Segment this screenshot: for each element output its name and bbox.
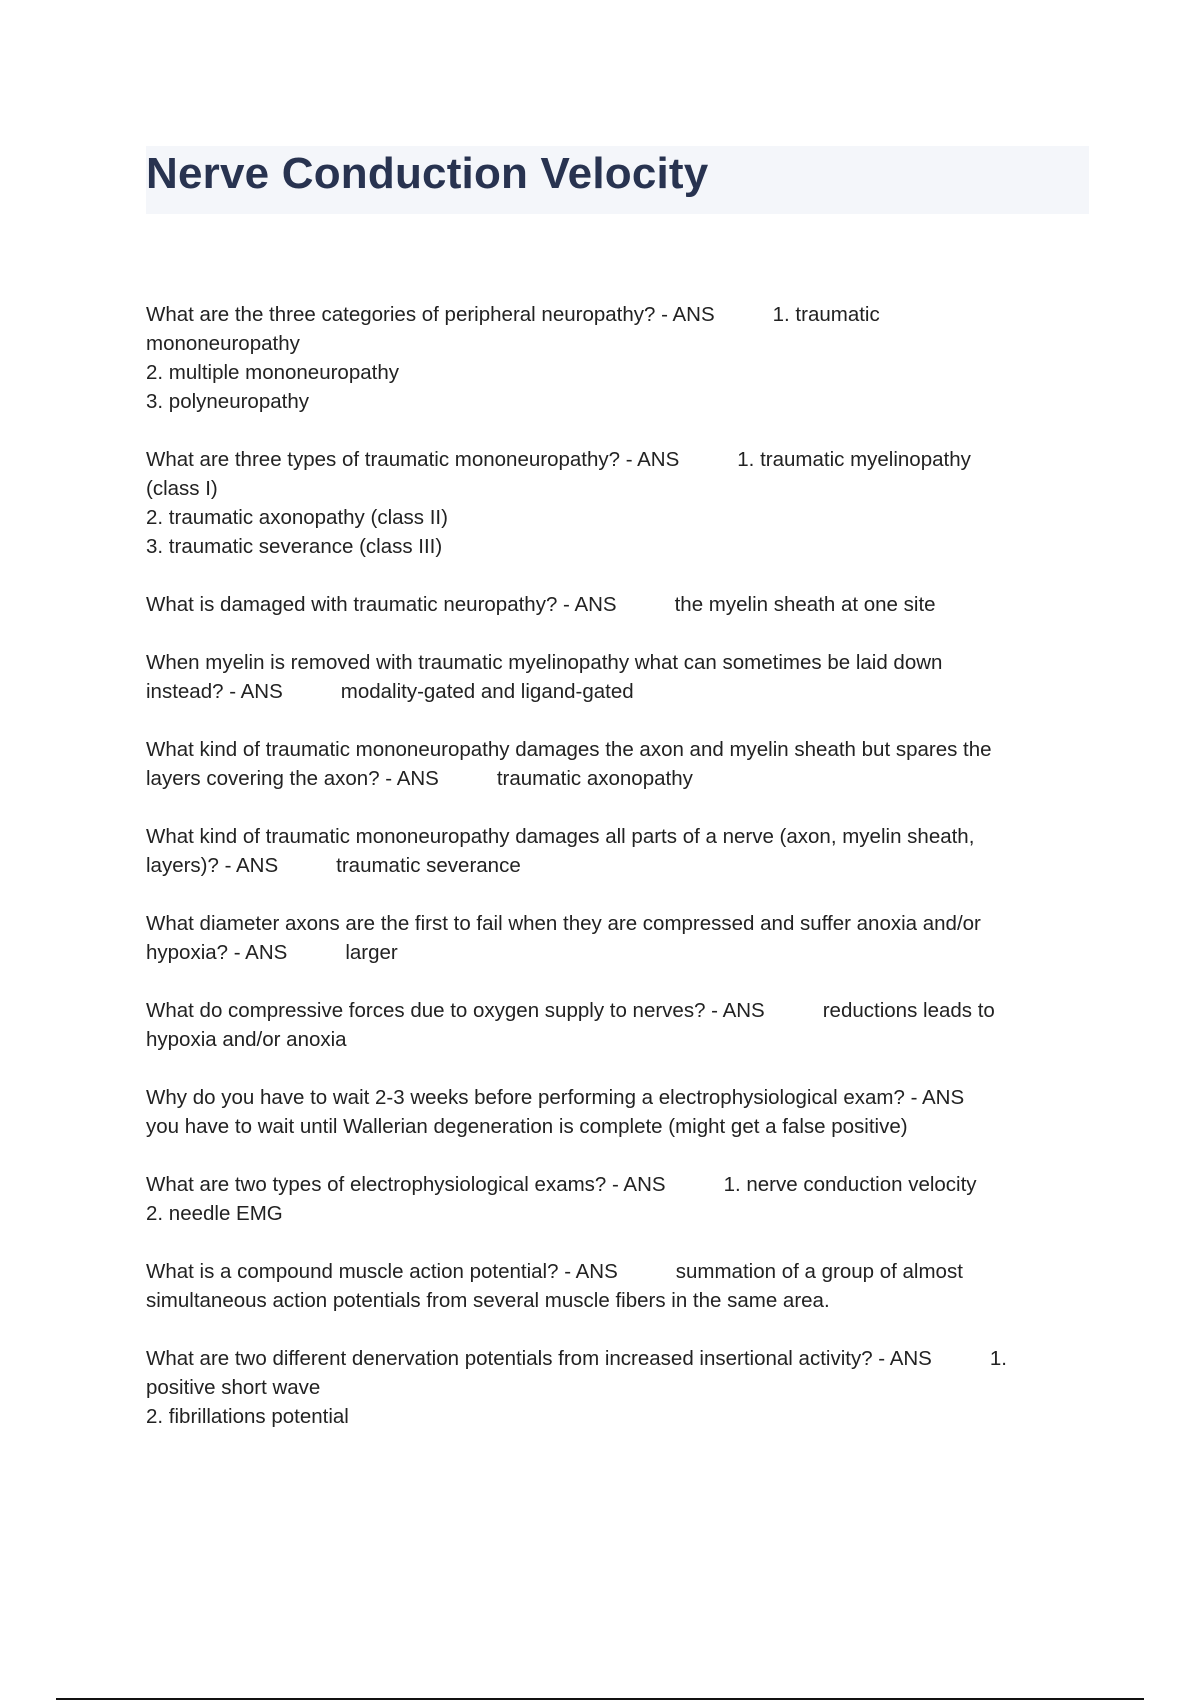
- qa-item: [146, 445, 1086, 561]
- question-text: What are three types of traumatic mononeuropathy? - ANS: [146, 448, 680, 471]
- qa-line: What kind of traumatic mononeuropathy damages all parts of a nerve (axon, myelin sheath,: [146, 825, 975, 848]
- qa-line: 2. multiple mononeuropathy: [146, 361, 399, 384]
- answer-text: the myelin sheath at one site: [674, 593, 936, 616]
- qa-line: When myelin is removed with traumatic myelinopathy what can sometimes be laid down: [146, 651, 943, 674]
- question-text: What is a compound muscle action potential? - ANS: [146, 1260, 618, 1283]
- qa-line: What diameter axons are the first to fail when they are compressed and suffer anoxia and/or: [146, 912, 981, 935]
- qa-item: [146, 590, 1086, 619]
- qa-line: hypoxia and/or anoxia: [146, 1028, 347, 1051]
- qa-item: [146, 822, 1086, 880]
- qa-line: [146, 996, 1086, 1025]
- question-text: What are the three categories of peripheral neuropathy? - ANS: [146, 303, 715, 326]
- question-text: What are two different denervation potentials from increased insertional activity? - ANS: [146, 1347, 932, 1370]
- qa-line: [146, 764, 1086, 793]
- answer-text: 1. traumatic: [772, 303, 880, 326]
- qa-line: [146, 590, 1086, 619]
- question-text: What do compressive forces due to oxygen supply to nerves? - ANS: [146, 999, 765, 1022]
- question-text: instead? - ANS: [146, 680, 283, 703]
- question-text: What are two types of electrophysiological exams? - ANS: [146, 1173, 666, 1196]
- page-title: Nerve Conduction Velocity: [146, 149, 709, 198]
- answer-text: 1. nerve conduction velocity: [723, 1173, 977, 1196]
- answer-text: modality-gated and ligand-gated: [340, 680, 634, 703]
- qa-line: [146, 1170, 1086, 1199]
- question-text: What is damaged with traumatic neuropathy? - ANS: [146, 593, 617, 616]
- answer-text: traumatic severance: [336, 854, 521, 877]
- qa-line: simultaneous action potentials from several muscle fibers in the same area.: [146, 1289, 830, 1312]
- qa-line: mononeuropathy: [146, 332, 300, 355]
- qa-item: [146, 909, 1086, 967]
- qa-line: [146, 445, 1086, 474]
- qa-line: 3. traumatic severance (class III): [146, 535, 443, 558]
- qa-line: [146, 938, 1086, 967]
- qa-list: [146, 300, 1086, 1460]
- qa-line: 3. polyneuropathy: [146, 390, 309, 413]
- answer-text: reductions leads to: [822, 999, 995, 1022]
- qa-line: [146, 677, 1086, 706]
- qa-line: (class I): [146, 477, 218, 500]
- qa-line: [146, 300, 1086, 329]
- qa-item: [146, 300, 1086, 416]
- question-text: layers covering the axon? - ANS: [146, 767, 439, 790]
- answer-text: summation of a group of almost: [675, 1260, 963, 1283]
- qa-item: [146, 1344, 1086, 1431]
- question-text: hypoxia? - ANS: [146, 941, 288, 964]
- qa-item: [146, 1257, 1086, 1315]
- qa-line: Why do you have to wait 2-3 weeks before performing a electrophysiological exam? - ANS: [146, 1086, 965, 1109]
- qa-item: [146, 735, 1086, 793]
- qa-line: 2. fibrillations potential: [146, 1405, 349, 1428]
- answer-text: traumatic axonopathy: [496, 767, 693, 790]
- qa-line: [146, 1257, 1086, 1286]
- qa-item: [146, 1170, 1086, 1228]
- question-text: layers)? - ANS: [146, 854, 279, 877]
- qa-line: positive short wave: [146, 1376, 321, 1399]
- qa-line: [146, 1344, 1086, 1373]
- qa-line: What kind of traumatic mononeuropathy damages the axon and myelin sheath but spares the: [146, 738, 992, 761]
- qa-item: [146, 996, 1086, 1054]
- qa-item: [146, 1083, 1086, 1141]
- answer-text: 1.: [989, 1347, 1007, 1370]
- answer-text: 1. traumatic myelinopathy: [737, 448, 971, 471]
- answer-text: larger: [345, 941, 398, 964]
- qa-line: [146, 851, 1086, 880]
- qa-line: you have to wait until Wallerian degeneration is complete (might get a false positive): [146, 1115, 908, 1138]
- qa-item: [146, 648, 1086, 706]
- qa-line: 2. traumatic axonopathy (class II): [146, 506, 448, 529]
- qa-line: 2. needle EMG: [146, 1202, 283, 1225]
